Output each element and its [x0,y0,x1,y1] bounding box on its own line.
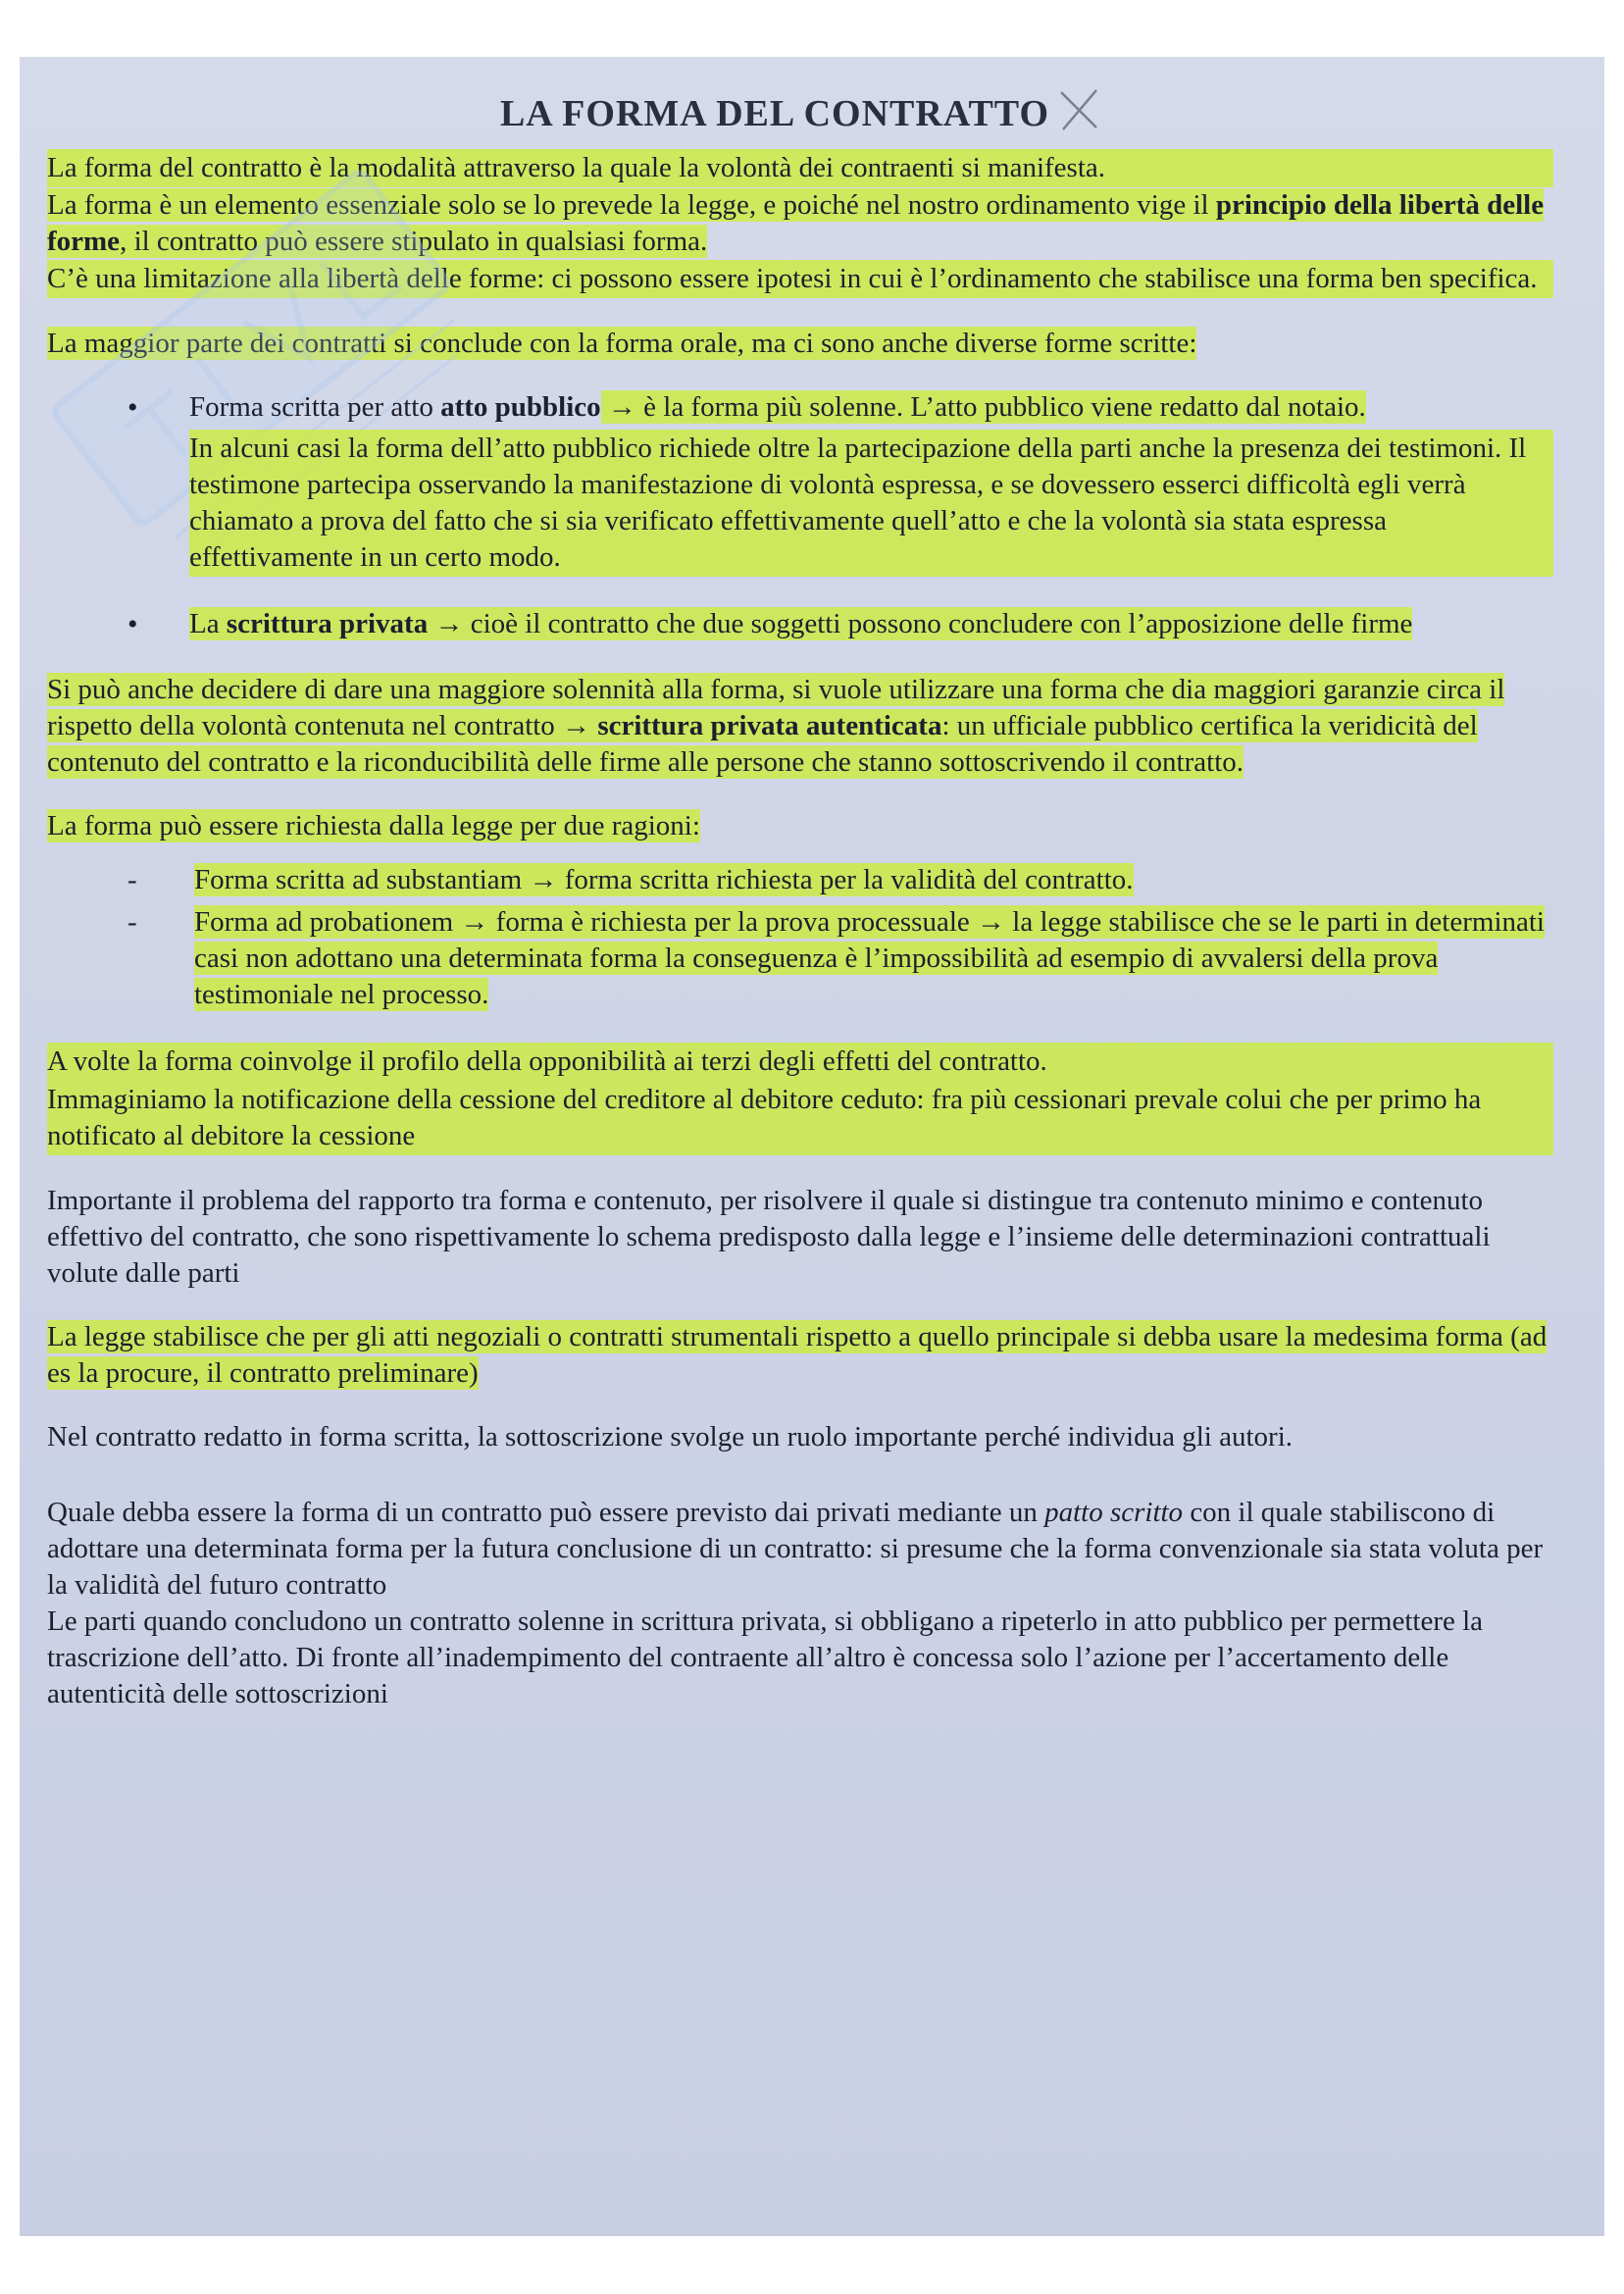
intro-line-1: La forma del contratto è la modalità attraverso la quale la volontà dei contraenti si manifesta. [47,149,1553,187]
list-item: • La scrittura privata → cioè il contratto che due soggetti possono concludere con l’apposizione delle firme [127,608,1413,640]
reasons-paragraph: La forma può essere richiesta dalla legge per due ragioni: [47,810,700,841]
document-page [20,57,1604,2236]
patto-scritto-term: patto scritto [1044,1497,1184,1528]
list-item: - Forma ad probationem → forma è richiesta per la prova processuale → la legge stabilisce che se le parti in determinati casi non adottano una determinata forma la conseguenza è l’impossibilità ad esempio di avvalersi della prova testimoniale nel processo. [127,906,1545,1010]
title-row [47,86,1553,135]
solemnity-paragraph: Si può anche decidere di dare una maggiore solennità alla forma, si vuole utilizzare una forma che dia maggiori garanzie circa il rispetto della volontà contenuta nel contratto → scrittura privata autenticata: un ufficiale pubblico certifica la veridicità del contenuto del contratto e la riconducibilità delle firme alle persone che stanno sottoscrivendo il contratto. [47,674,1505,778]
scrittura-privata-term: scrittura privata [226,608,429,639]
intro-line-3: C’è una limitazione alla libertà delle forme: ci possono essere ipotesi in cui è l’ordinamento che stabilisce una forma ben specifica. [47,260,1553,298]
written-forms-list [47,389,1553,642]
dash-marker: - [127,906,137,938]
principle-term: principio della libertà delle forme [47,189,1545,257]
page-title: LA FORMA DEL CONTRATTO [499,93,1050,134]
agreement-paragraph: Quale debba essere la forma di un contratto può essere previsto dai privati mediante un patto scritto con il quale stabiliscono di adottare una determinata forma per la futura conclusione di un contratto: si presume che la forma convenzionale sia stata voluta per la validità del futuro contratto Le parti quando concludono un contratto solenne in scrittura privata, si obbligano a ripeterlo in atto pubblico per permettere la trascrizione dell’atto. Di fronte all’inadempimento del contraente all’altro è concessa solo l’azione per l’accertamento delle autenticità delle sottoscrizioni [47,1497,1544,1709]
intro-paragraph [47,149,1553,298]
list-item: • Forma scritta per atto atto pubblico → è la forma più solenne. L’atto pubblico viene redatto dal notaio. In alcuni casi la forma dell’atto pubblico richiede oltre la partecipazione della parti anche la presenza dei testimoni. Il testimone partecipa osservando la manifestazione di volontà espressa, e se dovessero esserci difficoltà egli verrà chiamato a prova del fatto che si sia verificato effettivamente quell’atto e che la volontà sia stata espressa effettivamente in un certo modo. [47,389,1553,577]
third-parties-paragraph: A volte la forma coinvolge il profilo della opponibilità ai terzi degli effetti del contratto. Immaginiamo la notificazione della cessione del creditore al debitore ceduto: fra più cessionari prevale colui che per primo ha notificato al debitore la cessione [47,1043,1553,1155]
scrittura-autenticata-term: scrittura privata autenticata [597,710,942,741]
dash-marker: - [127,864,137,895]
intro-line-2: La forma è un elemento essenziale solo se lo prevede la legge, e poiché nel nostro ordinamento vige il principio della libertà delle forme, il contratto può essere stipulato in qualsiasi forma. [47,189,1545,257]
bullet-marker: • [127,391,138,424]
atto-pubblico-term: atto pubblico [440,391,601,423]
atto-pubblico-detail: In alcuni casi la forma dell’atto pubblico richiede oltre la partecipazione della parti anche la presenza dei testimoni. Il testimone partecipa osservando la manifestazione di volontà espressa, e se dovessero esserci difficoltà egli verrà chiamato a prova del fatto che si sia verificato effettivamente quell’atto e che la volontà sia stata espressa effettivamente in un certo modo. [189,430,1553,577]
oral-form-paragraph: La maggior parte dei contratti si conclude con la forma orale, ma ci sono anche diverse forme scritte: [47,328,1197,359]
content-paragraph: Importante il problema del rapporto tra forma e contenuto, per risolvere il quale si distingue tra contenuto minimo e contenuto effettivo del contratto, che sono rispettivamente lo schema predisposto dalla legge e l’insieme delle determinazioni contrattuali volute dalle parti [47,1185,1491,1289]
cross-mark-icon [1057,86,1100,131]
list-item: - Forma scritta ad substantiam → forma scritta richiesta per la validità del contratto. [47,862,1553,898]
signature-paragraph: Nel contratto redatto in forma scritta, la sottoscrizione svolge un ruolo importante perché individua gli autori. [47,1421,1293,1453]
reasons-list [47,862,1553,1013]
bullet-marker: • [127,608,138,640]
instrumental-paragraph: La legge stabilisce che per gli atti negoziali o contratti strumentali rispetto a quello principale si debba usare la medesima forma (ad es la procure, il contratto preliminare) [47,1321,1548,1389]
